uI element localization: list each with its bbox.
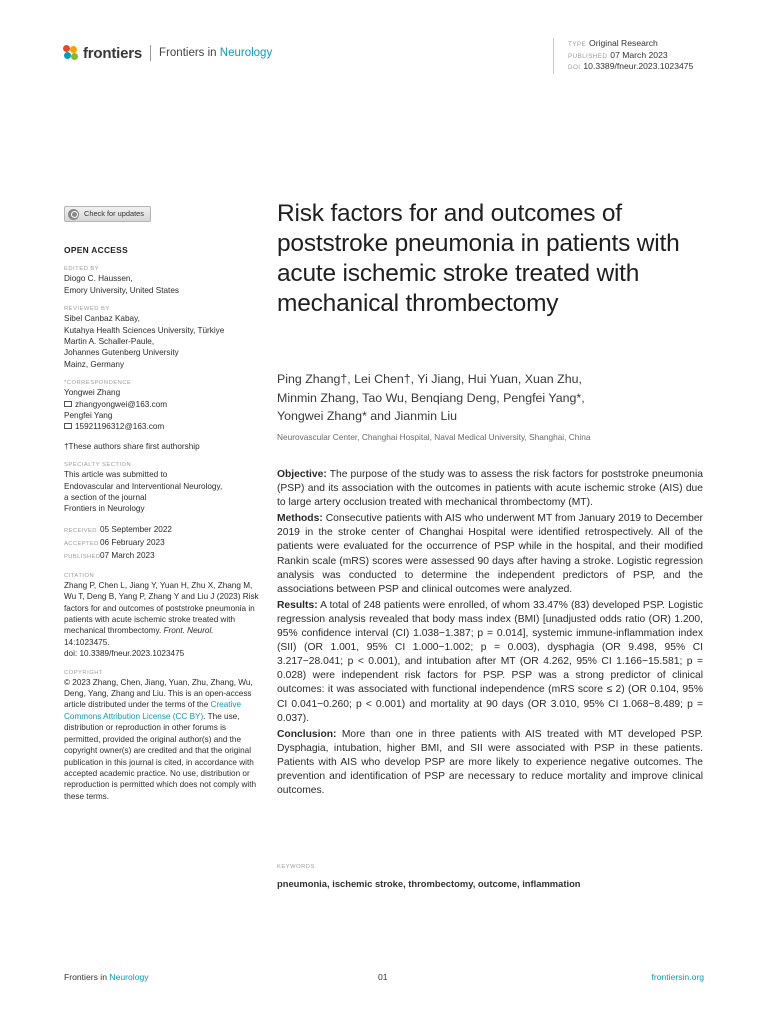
specialty-line: a section of the journal xyxy=(64,493,147,502)
published-value: 07 March 2023 xyxy=(610,49,668,60)
reviewed-by-line: Kutahya Health Sciences University, Türkiye xyxy=(64,325,225,335)
affiliation: Neurovascular Center, Changhai Hospital, Naval Medical University, Shanghai, China xyxy=(277,432,591,442)
specialty-key: SPECIALTY SECTION xyxy=(64,462,132,469)
reviewed-by-line: Mainz, Germany xyxy=(64,359,125,369)
open-access-label: OPEN ACCESS xyxy=(64,244,128,255)
abstract xyxy=(277,468,703,800)
copyright-key: COPYRIGHT xyxy=(64,669,103,676)
author-line: Minmin Zhang, Tao Wu, Benqiang Deng, Pengfei Yang*, xyxy=(277,390,585,405)
frontiers-logo-icon xyxy=(63,45,79,61)
footer-site-link[interactable]: frontiersin.org xyxy=(651,972,704,982)
edited-by-line: Emory University, United States xyxy=(64,285,179,295)
specialty-line: Frontiers in Neurology xyxy=(64,504,145,514)
doi-value: 10.3389/fneur.2023.1023475 xyxy=(583,61,694,71)
page-number: 01 xyxy=(378,972,388,982)
update-check-icon xyxy=(68,209,79,220)
type-key: TYPE xyxy=(568,41,587,48)
accepted-key: ACCEPTED xyxy=(64,540,99,547)
check-for-updates-button[interactable] xyxy=(64,206,151,222)
cc-by-license-link[interactable]: Creative Commons Attribution License (CC BY) xyxy=(64,700,242,721)
author-line: Ping Zhang†, Lei Chen†, Yi Jiang, Hui Yuan, Xuan Zhu, xyxy=(277,372,582,386)
reviewed-by-line: Sibel Canbaz Kabay, xyxy=(64,314,140,324)
edited-by-key: EDITED BY xyxy=(64,266,100,273)
email-icon xyxy=(64,423,72,429)
accepted-value: 06 February 2023 xyxy=(100,537,165,547)
journal-name: Frontiers in Neurology xyxy=(159,47,273,59)
specialty-line: Endovascular and Interventional Neurology, xyxy=(64,481,223,491)
check-updates-label: Check for updates xyxy=(84,209,144,219)
specialty-line: This article was submitted to xyxy=(64,470,168,480)
citation-key: CITATION xyxy=(64,572,95,579)
logo-wordmark: frontiers xyxy=(83,44,143,62)
frontiers-logo xyxy=(63,44,272,62)
keywords-list: pneumonia, ischemic stroke, thrombectomy, outcome, inflammation xyxy=(277,878,581,889)
abstract-results: Results: A total of 248 patients were enrolled, of whom 33.47% (83) developed PSP. Logistic regression analysis revealed that body mass index (BMI) [unadjusted odds ratio (OR) 1.200, 95% confidence interval (CI) 1.038−1.387; p = 0.014], systemic immune-inflammation index (SII) (OR 1.001, 95% CI 1.000−1.002; p = 0.003), dysphagia (OR 9.498, 95% CI 3.217−28.041; p < 0.001), and intubation after MT (OR 4.262, 95% CI 1.166−15.581; p = 0.028) were independent risk factors for PSP. PSP was a strong predictor of clinical outcomes: it was associated with functional independence (mRS score ≤ 2) (OR 0.104, 95% CI 0.041−0.260; p < 0.001) and mortality at 90 days (OR 3.010, 95% CI 1.068−8.489; p = 0.037). xyxy=(277,599,703,724)
logo-divider xyxy=(150,45,151,61)
copyright-text: © 2023 Zhang, Chen, Jiang, Yuan, Zhu, Zhang, Wu, Deng, Yang, Zhang and Liu. This is an open-access article distributed under the terms of the Creative Commons Attribution License (CC BY). The use, distribution or reproduction in other forums is permitted, provided the original author(s) and the copyright owner(s) are credited and that the original publication in this journal is cited, in accordance with accepted academic practice. No use, distribution or reproduction is permitted which does not comply with these terms. xyxy=(64,677,257,801)
keywords-key: KEYWORDS xyxy=(277,864,315,870)
received-value: 05 September 2022 xyxy=(100,524,172,534)
correspondence-email-link[interactable]: 15921196312@163.com xyxy=(75,422,165,432)
published-key: PUBLISHED xyxy=(64,553,101,560)
author-list xyxy=(277,370,657,426)
sidebar xyxy=(64,206,260,802)
reviewed-by-line: Martin A. Schaller-Paule, xyxy=(64,336,155,346)
abstract-conclusion: Conclusion: More than one in three patients with AIS treated with MT developed PSP. Dysphagia, intubation, higher BMI, and SII were associated with PSP in these patients. Patients with AIS who develop PSP are more likely to experience negative outcomes. The prevention and identification of PSP are necessary to reduce mortality and improve clinical outcomes. xyxy=(277,728,703,797)
abstract-methods: Methods: Consecutive patients with AIS who underwent MT from January 2019 to December 2019 in the stroke center of Changhai Hospital were identified retrospectively. All of the patients were evaluated for the occurrence of PSP while in the hospital, and their modified Rankin scale (mRS) scores were assessed 90 days after having a stroke. Logistic regression analysis was conducted to determine the independent predictors of PSP, and the associations between PSP and clinical outcomes were analyzed. xyxy=(277,513,703,595)
received-key: RECEIVED xyxy=(64,527,97,534)
published-key: PUBLISHED xyxy=(568,52,608,60)
type-value: Original Research xyxy=(589,38,658,48)
reviewed-by-line: Johannes Gutenberg University xyxy=(64,348,179,358)
edited-by-line: Diogo C. Haussen, xyxy=(64,274,133,284)
article-meta xyxy=(553,38,693,74)
authorship-note: †These authors share first authorship xyxy=(64,441,200,451)
doi-key: DOI xyxy=(568,64,581,71)
correspondence-name: Pengfei Yang xyxy=(64,410,113,420)
footer-journal: Frontiers in Neurology xyxy=(64,972,149,982)
email-icon xyxy=(64,401,72,407)
abstract-objective: Objective: The purpose of the study was to assess the risk factors for poststroke pneumonia (PSP) and its association with the outcomes in patients with acute ischemic stroke (AIS) due to large artery occlusion treated with mechanical thrombectomy (MT). xyxy=(277,469,703,509)
correspondence-name: Yongwei Zhang xyxy=(64,388,121,398)
published-value: 07 March 2023 xyxy=(100,550,155,560)
citation-text: Zhang P, Chen L, Jiang Y, Yuan H, Zhu X, Zhang M, Wu T, Deng B, Yang P, Zhang Y and Liu J (2023) Risk factors for and outcomes of poststroke pneumonia in patients with acute ischemic stroke treated with mechanical thrombectomy. Front. Neurol. 14:1023475. doi: 10.3389/fneur.2023.1023475 xyxy=(64,580,259,659)
article-title: Risk factors for and outcomes of poststroke pneumonia in patients with acute ischemic stroke treated with mechanical thrombectomy xyxy=(277,200,680,317)
reviewed-by-key: REVIEWED BY xyxy=(64,306,110,313)
correspondence-email-link[interactable]: zhangyongwei@163.com xyxy=(75,399,168,409)
author-line: Yongwei Zhang* and Jianmin Liu xyxy=(277,409,458,423)
correspondence-key: *CORRESPONDENCE xyxy=(64,380,132,387)
